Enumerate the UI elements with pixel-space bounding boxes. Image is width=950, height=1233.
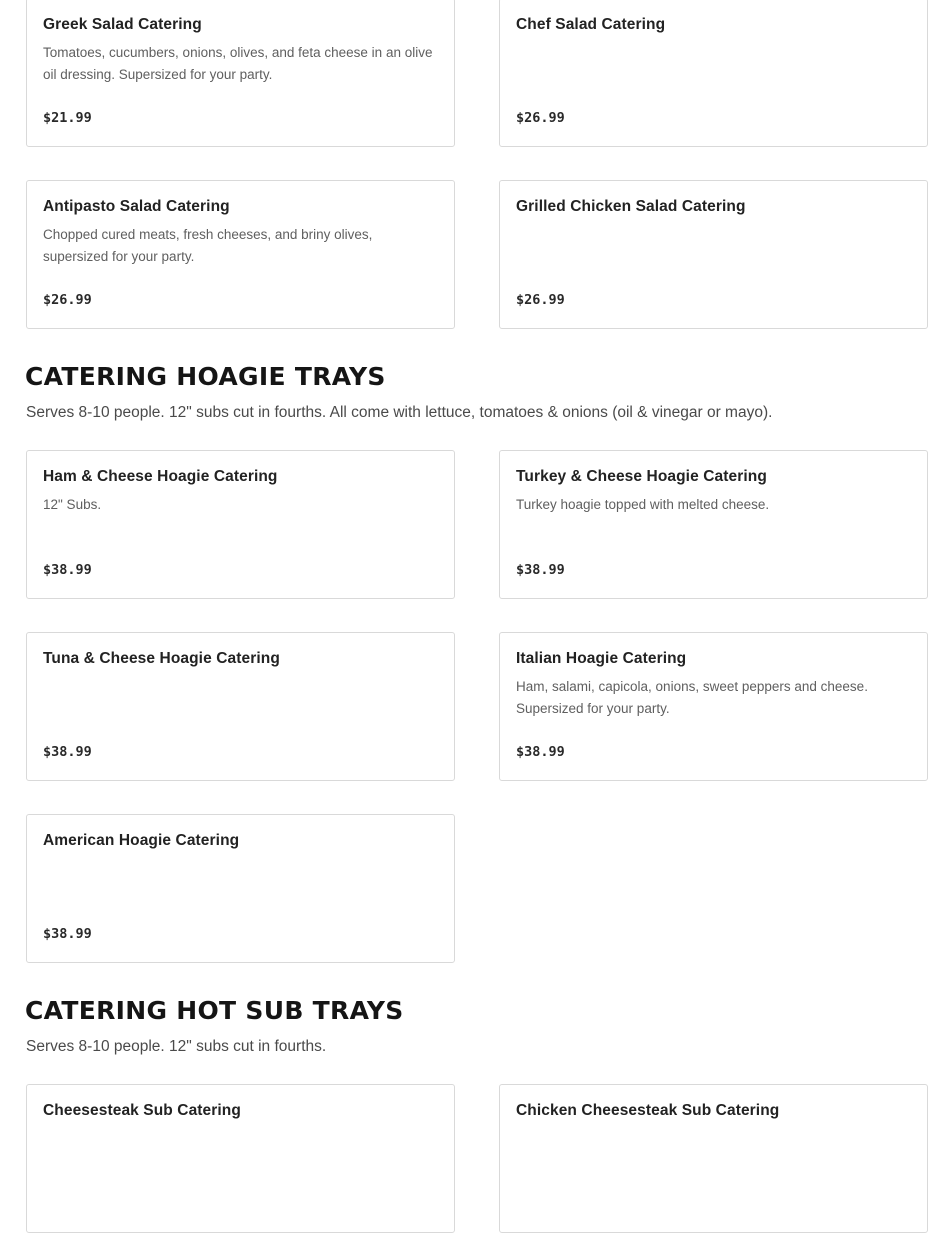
menu-item-name: Ham & Cheese Hoagie Catering xyxy=(43,468,278,485)
menu-item-name: Turkey & Cheese Hoagie Catering xyxy=(516,468,767,485)
menu-item-name: Antipasto Salad Catering xyxy=(43,198,230,215)
menu-item-card-greek-salad[interactable] xyxy=(26,0,455,147)
menu-item-card-turkey-cheese-hoagie[interactable] xyxy=(499,450,928,599)
menu-item-name: Cheesesteak Sub Catering xyxy=(43,1102,241,1119)
menu-item-name: Italian Hoagie Catering xyxy=(516,650,687,667)
menu-item-description: Ham, salami, capicola, onions, sweet peppers and cheese. Supersized for your party. xyxy=(516,679,868,716)
section-subtitle-hoagie-trays: Serves 8-10 people. 12" subs cut in fourths. All come with lettuce, tomatoes & onions (oil & vinegar or mayo). xyxy=(26,404,773,421)
menu-item-name: Chef Salad Catering xyxy=(516,16,666,33)
menu-item-card-grilled-chicken-salad[interactable] xyxy=(499,180,928,329)
section-title-hot-sub-trays: CATERING HOT SUB TRAYS xyxy=(25,996,404,1025)
menu-item-price: $26.99 xyxy=(516,292,565,308)
menu-item-price: $21.99 xyxy=(43,110,92,126)
menu-item-card-tuna-cheese-hoagie[interactable] xyxy=(26,632,455,781)
menu-item-name: American Hoagie Catering xyxy=(43,832,240,849)
menu-item-name: Tuna & Cheese Hoagie Catering xyxy=(43,650,280,667)
menu-item-card-american-hoagie[interactable] xyxy=(26,814,455,963)
menu-item-price: $38.99 xyxy=(43,744,92,760)
menu-item-description: Tomatoes, cucumbers, onions, olives, and feta cheese in an olive oil dressing. Supersized for your party. xyxy=(43,45,433,82)
menu-item-price: $38.99 xyxy=(516,562,565,578)
menu-item-description: Chopped cured meats, fresh cheeses, and briny olives, supersized for your party. xyxy=(43,227,373,264)
menu-item-description: 12" Subs. xyxy=(43,497,102,512)
menu-item-price: $38.99 xyxy=(43,562,92,578)
menu-item-card-ham-cheese-hoagie[interactable] xyxy=(26,450,455,599)
menu-item-price: $26.99 xyxy=(516,110,565,126)
section-subtitle-hot-sub-trays: Serves 8-10 people. 12" subs cut in fourths. xyxy=(26,1038,327,1055)
menu-item-card-italian-hoagie[interactable] xyxy=(499,632,928,781)
menu-item-price: $38.99 xyxy=(43,926,92,942)
menu-item-card-antipasto-salad[interactable] xyxy=(26,180,455,329)
menu-item-name: Grilled Chicken Salad Catering xyxy=(516,198,746,215)
menu-item-description: Turkey hoagie topped with melted cheese. xyxy=(516,497,770,512)
menu-item-card-cheesesteak-sub[interactable] xyxy=(26,1084,455,1233)
menu-item-name: Greek Salad Catering xyxy=(43,16,202,33)
menu-item-card-chicken-cheesesteak-sub[interactable] xyxy=(499,1084,928,1233)
menu-item-name: Chicken Cheesesteak Sub Catering xyxy=(516,1102,780,1119)
section-title-hoagie-trays: CATERING HOAGIE TRAYS xyxy=(25,362,386,391)
menu-item-card-chef-salad[interactable] xyxy=(499,0,928,147)
menu-item-price: $38.99 xyxy=(516,744,565,760)
menu-item-price: $26.99 xyxy=(43,292,92,308)
